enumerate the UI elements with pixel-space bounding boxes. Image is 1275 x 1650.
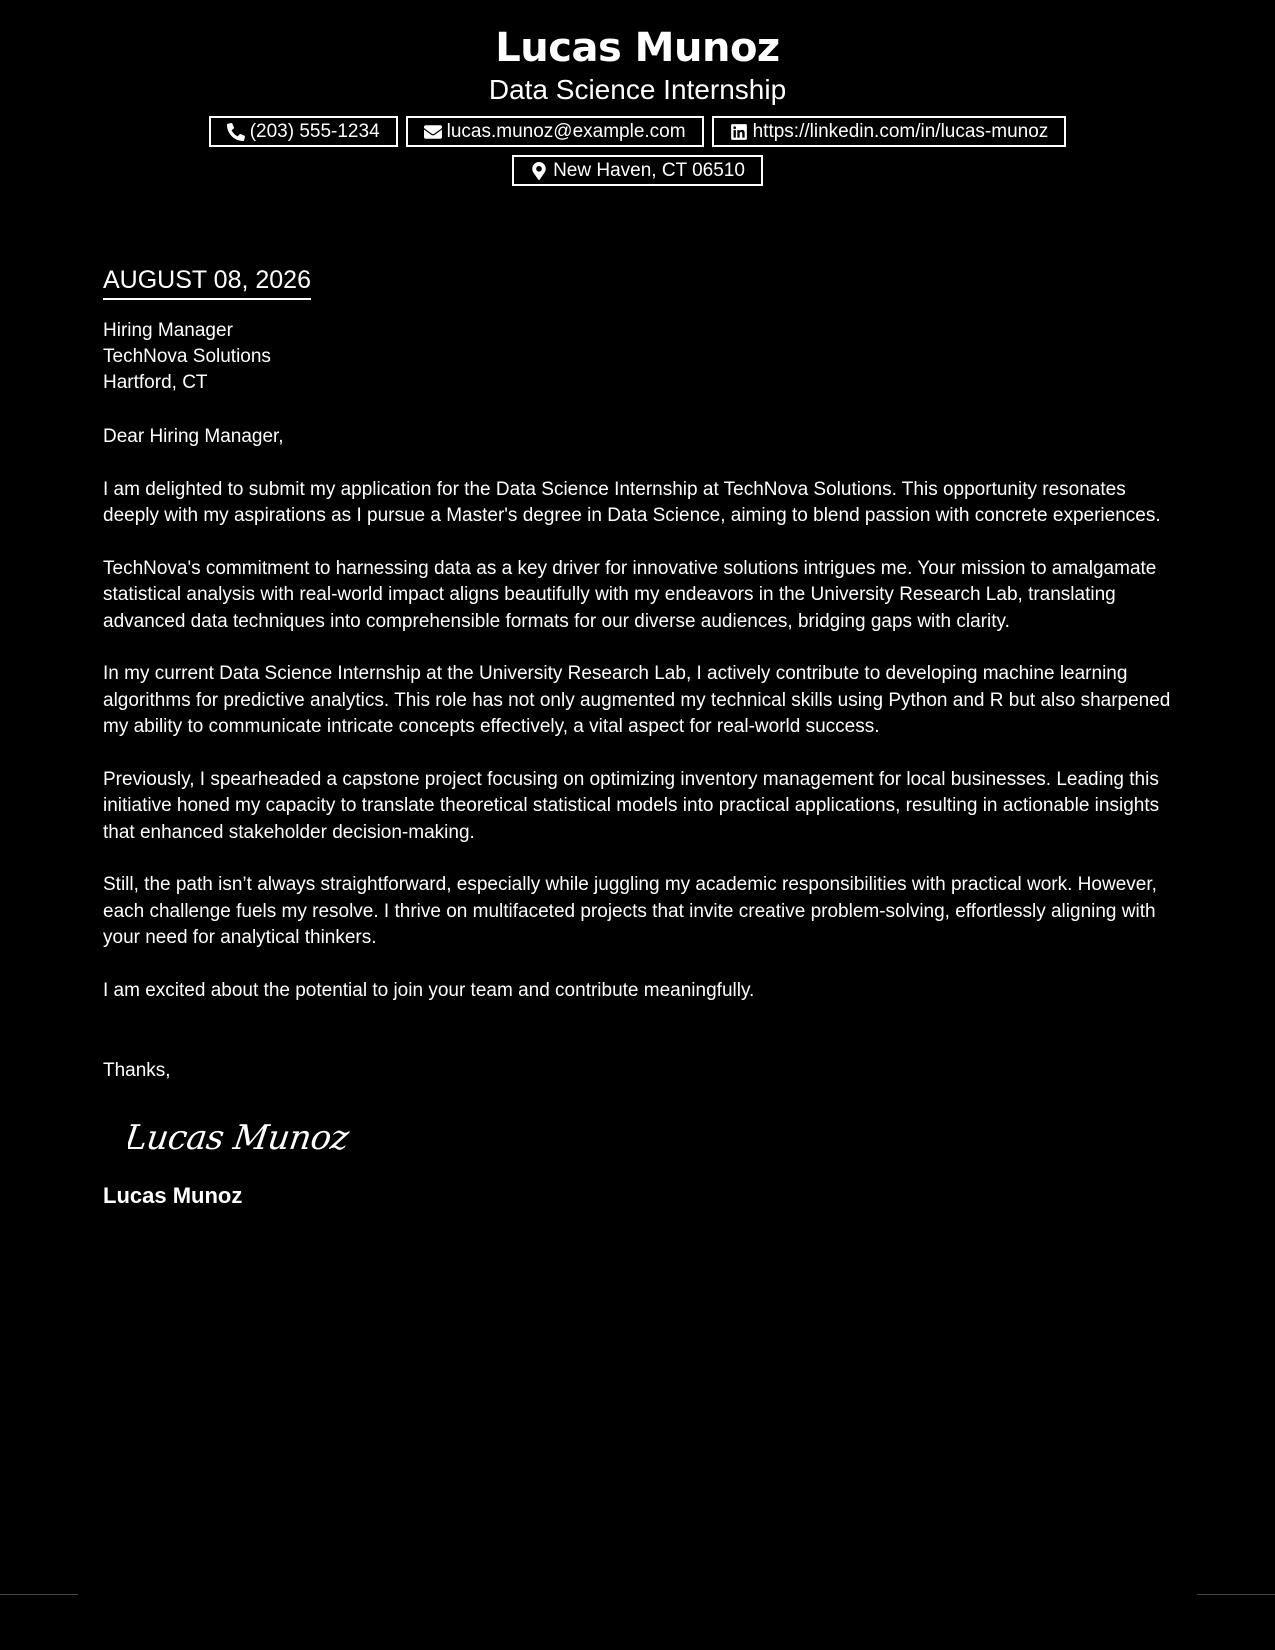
letter-body xyxy=(103,262,1173,1209)
footer-rule-right xyxy=(1197,1594,1275,1595)
letter-header xyxy=(0,22,1275,186)
location-text: New Haven, CT 06510 xyxy=(553,160,745,181)
recipient-title: Hiring Manager xyxy=(103,320,233,341)
envelope-icon xyxy=(424,123,442,141)
map-marker-icon xyxy=(530,162,548,180)
signer-name: Lucas Munoz xyxy=(103,1182,243,1208)
letter-date: AUGUST 08, 2026 xyxy=(103,262,311,300)
recipient-company: TechNova Solutions xyxy=(103,346,271,367)
phone-icon xyxy=(227,123,245,141)
recipient-block xyxy=(103,318,1173,396)
phone-chip[interactable] xyxy=(209,116,398,147)
body-paragraph: In my current Data Science Internship at the University Research Lab, I actively contribute to developing machine learning algorithms for predictive analytics. This role has not only augmented my technical skills using Python and R but also sharpened my ability to communicate intricate concepts effectively, a vital aspect for real-world success. xyxy=(103,663,1171,737)
linkedin-icon xyxy=(730,123,748,141)
phone-text: (203) 555-1234 xyxy=(249,121,380,142)
contact-bar xyxy=(188,116,1088,186)
email-chip[interactable] xyxy=(406,116,704,147)
body-paragraph: I am delighted to submit my application for the Data Science Internship at TechNova Solutions. This opportunity resonates deeply with my aspirations as I pursue a Master's degree in Data Science, aiming to blend passion with concrete experiences. xyxy=(103,478,1161,526)
linkedin-chip[interactable] xyxy=(712,116,1067,147)
body-paragraph: I am excited about the potential to join your team and contribute meaningfully. xyxy=(103,979,755,1001)
signature-script: Lucas Munoz xyxy=(128,1117,352,1158)
applicant-name: Lucas Munoz xyxy=(495,25,780,71)
location-chip[interactable] xyxy=(512,155,763,186)
recipient-location: Hartford, CT xyxy=(103,372,208,393)
body-paragraph: TechNova's commitment to harnessing data as a key driver for innovative solutions intrigues me. Your mission to amalgamate statistical analysis with real-world impact aligns beautifully with my endeavors in the University Research Lab, translating advanced data techniques into comprehensible formats for our diverse audiences, bridging gaps with clarity. xyxy=(103,557,1157,632)
email-text: lucas.munoz@example.com xyxy=(446,121,686,142)
body-paragraph: Previously, I spearheaded a capstone project focusing on optimizing inventory management for local businesses. Leading this initiative honed my capacity to translate theoretical statistical models into practical applications, resulting in actionable insights that enhanced stakeholder decision-making. xyxy=(103,768,1160,843)
contact-row-2 xyxy=(188,155,1088,186)
signature-image xyxy=(128,1115,1173,1163)
closing: Thanks, xyxy=(103,1060,171,1081)
body-paragraph: Still, the path isn’t always straightforward, especially while juggling my academic responsibilities with practical work. However, each challenge fuels my resolve. I thrive on multifaceted projects that invite creative problem-solving, effortlessly aligning with your need for analytical thinkers. xyxy=(103,874,1157,948)
salutation: Dear Hiring Manager, xyxy=(103,426,284,447)
linkedin-text: https://linkedin.com/in/lucas-munoz xyxy=(752,121,1049,142)
footer-rule-left xyxy=(0,1594,78,1595)
applicant-role: Data Science Internship xyxy=(488,74,787,105)
